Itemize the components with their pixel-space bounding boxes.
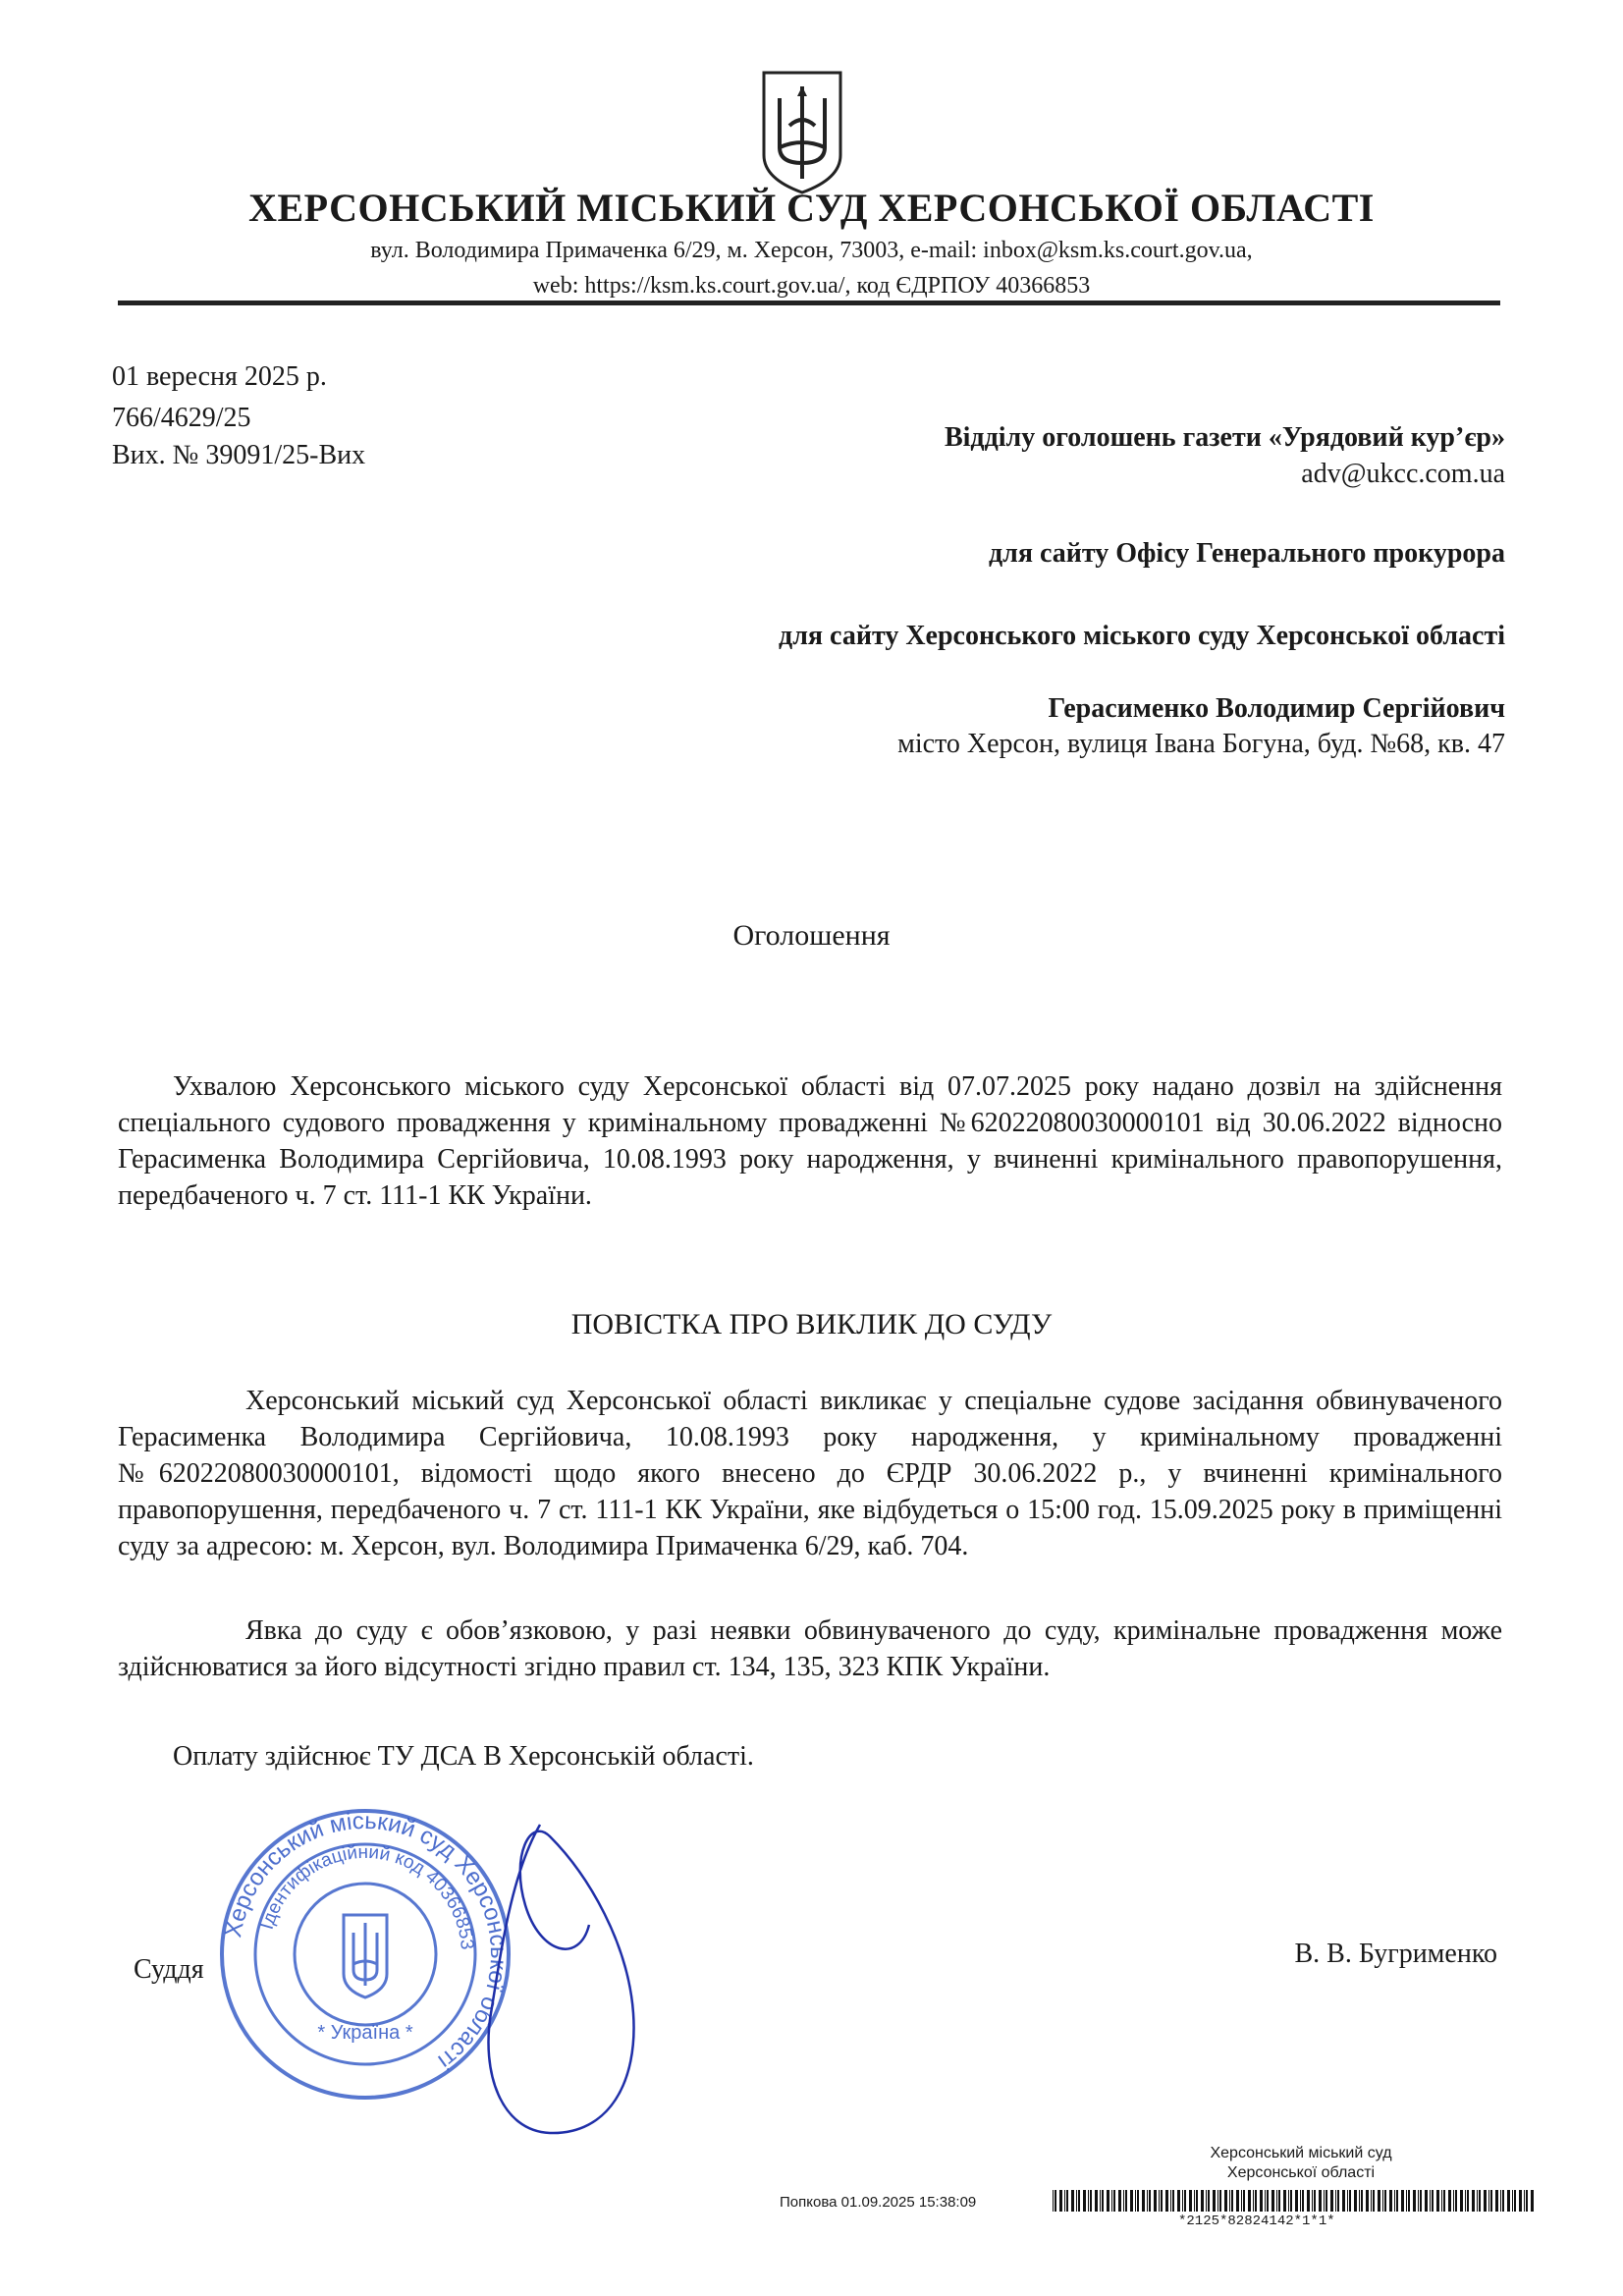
barcode-bar <box>1111 2190 1112 2212</box>
case-number: 766/4629/25 <box>112 403 251 433</box>
barcode-bar <box>1107 2190 1109 2212</box>
barcode-bar <box>1477 2190 1478 2212</box>
barcode-bar <box>1248 2190 1251 2212</box>
barcode-bar <box>1130 2190 1133 2212</box>
barcode-bar <box>1302 2190 1304 2212</box>
registration-org-line2: Херсонської області <box>1226 2164 1376 2181</box>
header-divider <box>118 301 1500 305</box>
barcode-bar <box>1502 2190 1504 2212</box>
barcode-bar <box>1260 2190 1263 2212</box>
barcode-bar <box>1142 2190 1145 2212</box>
barcode-bar <box>1071 2190 1074 2212</box>
barcode-bar <box>1524 2190 1525 2212</box>
barcode-bar <box>1490 2190 1492 2212</box>
barcode-bar <box>1441 2190 1442 2212</box>
barcode-bar <box>1319 2190 1322 2212</box>
barcode-bar <box>1053 2190 1054 2212</box>
announcement-title: Оголошення <box>732 919 891 952</box>
barcode-bar <box>1467 2190 1469 2212</box>
barcode-bar <box>1396 2190 1398 2212</box>
barcode-bar <box>1224 2190 1227 2212</box>
barcode-bar <box>1408 2190 1410 2212</box>
registration-org-line1: Херсонський міський суд <box>1210 2145 1392 2161</box>
registration-stamp: Попкова 01.09.2025 15:38:09 <box>780 2194 977 2211</box>
barcode-bar <box>1137 2190 1139 2212</box>
recipient-newspaper: Відділу оголошень газети «Урядовий кур’єр» <box>944 422 1505 453</box>
summons-paragraph: Херсонський міський суд Херсонської області викликає у спеціальне судове засідання обвинуваченого Герасименка Володимира Сергійовича, 10.08.1993 року народження, у кримінальному провадженні №62022080030000101, відомості щодо якого внесено до ЄРДР 30.06.2022 р., у вчиненні кримінального правопорушення, передбаченого ч. 7 ст. 111-1 КК України, яке відбудеться о 15:00 год. 15.09.2025 року в приміщенні суду за адресою: м. Херсон, вул. Володимира Примаченка 6/29, каб. 704. <box>118 1386 1502 1561</box>
document-date: 01 вересня 2025 р. <box>112 361 327 392</box>
barcode-bar <box>1373 2190 1375 2212</box>
barcode-bar <box>1064 2190 1065 2212</box>
court-name-heading: ХЕРСОНСЬКИЙ МІСЬКИЙ СУД ХЕРСОНСЬКОЇ ОБЛАСТІ <box>248 186 1375 230</box>
barcode-bar <box>1055 2190 1056 2212</box>
barcode-bar <box>1113 2190 1115 2212</box>
barcode-bar <box>1083 2190 1086 2212</box>
barcode-bar <box>1425 2190 1428 2212</box>
barcode-bar <box>1342 2190 1345 2212</box>
barcode-bar <box>1189 2190 1192 2212</box>
barcode-bar <box>1290 2190 1292 2212</box>
barcode-bar <box>1276 2190 1277 2212</box>
barcode-bar <box>1161 2190 1163 2212</box>
barcode-bar <box>1354 2190 1357 2212</box>
barcode-bar <box>1495 2190 1498 2212</box>
stamp-bottom-text: * Україна * <box>317 2022 413 2044</box>
barcode-bar <box>1448 2190 1451 2212</box>
barcode-bar <box>1255 2190 1257 2212</box>
barcode-bar <box>1295 2190 1298 2212</box>
barcode-bar <box>1330 2190 1333 2212</box>
barcode-bar <box>1090 2190 1092 2212</box>
barcode-bar <box>1278 2190 1280 2212</box>
barcode-bar <box>1314 2190 1316 2212</box>
barcode-bar <box>1208 2190 1210 2212</box>
barcode-bar <box>1436 2190 1439 2212</box>
barcode-bar <box>1378 2190 1380 2212</box>
trident-coat-of-arms-icon <box>760 69 844 196</box>
recipient-prosecutor-site: для сайту Офісу Генерального прокурора <box>988 538 1505 569</box>
barcode-bar <box>1236 2190 1239 2212</box>
barcode-bar <box>1135 2190 1136 2212</box>
barcode-bar <box>1125 2190 1127 2212</box>
barcode-bar <box>1406 2190 1407 2212</box>
barcode-bar <box>1347 2190 1348 2212</box>
barcode-bar <box>1147 2190 1148 2212</box>
barcode-bar <box>1312 2190 1313 2212</box>
barcode-bar <box>1519 2190 1522 2212</box>
barcode-bar <box>1531 2190 1534 2212</box>
barcode-bar <box>1455 2190 1457 2212</box>
barcode-bar <box>1349 2190 1351 2212</box>
barcode-bar <box>1307 2190 1310 2212</box>
barcode-bar <box>1335 2190 1336 2212</box>
barcode-bar <box>1100 2190 1101 2212</box>
stamp-outer-text: Херсонський міський суд Херсонської області <box>220 1807 513 2075</box>
barcode-bar <box>1401 2190 1404 2212</box>
barcode-bar <box>1253 2190 1254 2212</box>
barcode-bar <box>1418 2190 1419 2212</box>
recipient-defendant: Герасименко Володимир Сергійович <box>1048 693 1505 724</box>
barcode <box>1053 2190 1534 2212</box>
barcode-bar <box>1182 2190 1183 2212</box>
barcode-bar <box>1213 2190 1216 2212</box>
barcode-bar <box>1479 2190 1481 2212</box>
barcode-bar <box>1453 2190 1454 2212</box>
barcode-bar <box>1514 2190 1516 2212</box>
barcode-bar <box>1366 2190 1369 2212</box>
barcode-bar <box>1359 2190 1360 2212</box>
summons-title: ПОВІСТКА ПРО ВИКЛИК ДО СУДУ <box>570 1308 1053 1340</box>
barcode-bar <box>1526 2190 1528 2212</box>
barcode-bar <box>1078 2190 1080 2212</box>
barcode-bar <box>1123 2190 1124 2212</box>
barcode-bar <box>1413 2190 1416 2212</box>
barcode-bar <box>1488 2190 1489 2212</box>
court-web-line: web: https://ksm.ks.court.gov.ua/, код ЄДРПОУ 40366853 <box>532 273 1091 299</box>
barcode-bar <box>1149 2190 1151 2212</box>
barcode-bar <box>1159 2190 1160 2212</box>
barcode-bar <box>1324 2190 1325 2212</box>
barcode-bar <box>1217 2190 1218 2212</box>
barcode-bar <box>1194 2190 1195 2212</box>
stamp-trident-icon <box>344 1915 387 1997</box>
barcode-bar <box>1102 2190 1104 2212</box>
barcode-bar <box>1229 2190 1230 2212</box>
court-address-line: вул. Володимира Примаченка 6/29, м. Херсон, 73003, e-mail: inbox@ksm.ks.court.gov.ua, <box>370 238 1253 263</box>
outgoing-number: Вих. № 39091/25-Вих <box>112 440 366 470</box>
barcode-bar <box>1267 2190 1269 2212</box>
payment-paragraph: Оплату здійснює ТУ ДСА В Херсонській області. <box>173 1741 754 1772</box>
barcode-bar <box>1243 2190 1245 2212</box>
barcode-bar <box>1184 2190 1186 2212</box>
judge-name: В. В. Бугрименко <box>1294 1939 1497 1969</box>
barcode-bar <box>1361 2190 1363 2212</box>
barcode-bar <box>1472 2190 1475 2212</box>
barcode-bar <box>1095 2190 1098 2212</box>
barcode-bar <box>1283 2190 1286 2212</box>
barcode-bar <box>1196 2190 1198 2212</box>
recipient-court-site: для сайту Херсонського міського суду Херсонської області <box>779 621 1505 651</box>
barcode-bar <box>1430 2190 1431 2212</box>
barcode-bar <box>1165 2190 1168 2212</box>
attendance-paragraph: Явка до суду є обов’язковою, у разі неявки обвинуваченого до суду, кримінальне провадження може здійснюватися за його відсутності згідно правил ст. 134, 135, 323 КПК України. <box>118 1615 1502 1682</box>
barcode-bar <box>1170 2190 1171 2212</box>
barcode-bar <box>1241 2190 1242 2212</box>
barcode-bar <box>1384 2190 1386 2212</box>
barcode-bar <box>1512 2190 1513 2212</box>
judge-signature <box>432 1817 668 2141</box>
barcode-bar <box>1219 2190 1221 2212</box>
barcode-bar <box>1201 2190 1204 2212</box>
announcement-paragraph: Ухвалою Херсонського міського суду Херсонської області від 07.07.2025 року надано дозвіл на здійснення спеціального судового провадження у кримінальному провадженні №62022080030000101 від 30.06.2022 відносно Герасименка Володимира Сергійовича, 10.08.1993 року народження, у вчиненні кримінального правопорушення, передбаченого ч. 7 ст. 111-1 КК України. <box>118 1071 1502 1211</box>
barcode-bar <box>1443 2190 1445 2212</box>
barcode-bar <box>1432 2190 1434 2212</box>
barcode-bar <box>1154 2190 1157 2212</box>
barcode-bar <box>1500 2190 1501 2212</box>
barcode-bar <box>1371 2190 1372 2212</box>
barcode-bar <box>1076 2190 1077 2212</box>
barcode-bar <box>1172 2190 1174 2212</box>
registration-organization <box>1159 2144 1443 2183</box>
barcode-bar <box>1460 2190 1463 2212</box>
barcode-bar <box>1484 2190 1487 2212</box>
barcode-bar <box>1265 2190 1266 2212</box>
recipient-defendant-address: місто Херсон, вулиця Івана Богуна, буд. №68, кв. 47 <box>897 729 1505 759</box>
barcode-text: *2125*82824142*1*1* <box>1178 2214 1335 2229</box>
barcode-bar <box>1118 2190 1121 2212</box>
barcode-bar <box>1382 2190 1383 2212</box>
barcode-bar <box>1231 2190 1233 2212</box>
barcode-bar <box>1288 2190 1289 2212</box>
recipient-newspaper-email: adv@ukcc.com.ua <box>1301 459 1505 489</box>
barcode-bar <box>1389 2190 1392 2212</box>
barcode-bar <box>1271 2190 1274 2212</box>
barcode-bar <box>1465 2190 1466 2212</box>
barcode-bar <box>1300 2190 1301 2212</box>
barcode-bar <box>1206 2190 1207 2212</box>
barcode-bar <box>1066 2190 1068 2212</box>
barcode-bar <box>1394 2190 1395 2212</box>
barcode-bar <box>1177 2190 1180 2212</box>
barcode-bar <box>1059 2190 1062 2212</box>
barcode-bar <box>1088 2190 1089 2212</box>
barcode-bar <box>1337 2190 1339 2212</box>
barcode-bar <box>1325 2190 1327 2212</box>
barcode-bar <box>1507 2190 1510 2212</box>
judge-label: Суддя <box>134 1954 204 1985</box>
barcode-bar <box>1420 2190 1422 2212</box>
stamp-inner-text: Ідентифікаційний код 40366853 <box>256 1841 477 1951</box>
